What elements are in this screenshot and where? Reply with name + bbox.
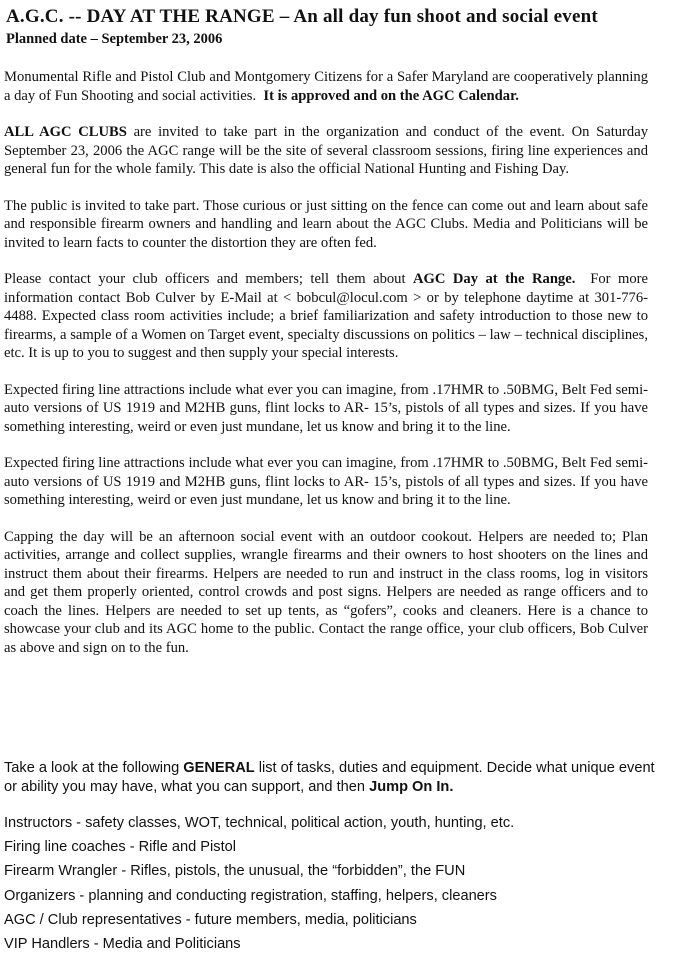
paragraph-social-event: Capping the day will be an afternoon social event with an outdoor cookout. Helpers are needed to; Plan activities, arrange and collect supplies, wrangle firearms and their owners to host shooters on the lines and instruct them about their firearms. Helpers are needed to run and instruct in the class rooms, log in visitors and get them properly oriented, control crowds and post signs. Helpers are needed as range officers and to coach the lines. Helpers are needed to set up tents, as “gofers”, cooks and cleaners. Here is a chance to showcase your club and its AGC home to the public. Contact the range office, your club officers, Bob Culver as above and sign on to the fun. [4,528,648,656]
planned-date: Planned date – September 23, 2006 [6,31,223,47]
task-list [4,814,664,959]
day-at-range-text: AGC Day at the Range. [413,271,576,287]
paragraph-intro [4,68,648,105]
tasks-section [4,759,664,959]
tasks-intro-text-middle: list of tasks, duties and equipment. Decide what unique event or ability you may have, what you can support, and then [4,760,655,795]
paragraph-public: The public is invited to take part. Those curious or just sitting on the fence can come out and learn about safe and responsible firearm owners and handling and learn about the AGC Clubs. Media and Politicians will be invited to learn facts to counter the distortion they are often fed. [4,197,648,251]
paragraph-contact-text-before: Please contact your club officers and members; tell them about [4,271,406,287]
jump-on-in-text [369,779,453,795]
tasks-intro-text-before: Take a look at the following [4,760,180,776]
document-title: A.G.C. -- DAY AT THE RANGE – An all day fun shoot and social event [6,6,598,27]
document-body [4,68,648,657]
paragraph-intro-text: Monumental Rifle and Pistol Club and Montgomery Citizens for a Safer Maryland are cooperatively planning a day of Fun Shooting and social activities. [4,69,648,104]
paragraph-clubs-text: are invited to take part in the organization and conduct of the event. On Saturday September 23, 2006 the AGC range will be the site of several classroom sessions, firing line experiences and general fun for the whole family. This date is also the official National Hunting and Fishing Day. [4,124,648,177]
paragraph-firing-line-1: Expected firing line attractions include what ever you can imagine, from .17HMR to .50BMG, Belt Fed semi-auto versions of US 1919 and M2HB guns, flint locks to AR- 15’s, pistols of all types and sizes. If you have something interesting, weird or even just mundane, let us know and bring it to the line. [4,381,648,435]
list-item: VIP Handlers - Media and Politicians [4,935,241,952]
calendar-approval-text: It is approved and on the AGC Calendar. [263,87,519,104]
list-item: AGC / Club representatives - future members, media, politicians [4,911,417,928]
list-item: Instructors - safety classes, WOT, technical, political action, youth, hunting, etc. [4,815,515,831]
paragraph-clubs [4,123,648,179]
tasks-intro [4,759,664,797]
paragraph-contact [4,270,648,363]
jump-on-in-period: . [449,779,454,795]
all-clubs-text: ALL AGC CLUBS [4,124,127,140]
list-item: Firing line coaches - Rifle and Pistol [4,839,236,856]
general-text: GENERAL [183,760,255,776]
jump-on-in-label: Jump On In [369,779,450,795]
paragraph-firing-line-2: Expected firing line attractions include what ever you can imagine, from .17HMR to .50BMG, Belt Fed semi-auto versions of US 1919 and M2HB guns, flint locks to AR- 15’s, pistols of all types and sizes. If you have something interesting, weird or even just mundane, let us know and bring it to the line. [4,455,648,508]
list-item: Organizers - planning and conducting registration, staffing, helpers, cleaners [4,887,497,904]
paragraph-contact-text-after: For more information contact Bob Culver by E-Mail at < bobcul@locul.com > or by telephone daytime at 301-776-4488. Expected class room activities include; a brief familiarization and safety introduction to those new to firearms, a sample of a Women on Target event, specialty discussions on politics – law – technical disciplines, etc. It is up to you to suggest and then supply your special interests. [4,271,648,361]
list-item: Firearm Wrangler - Rifles, pistols, the unusual, the “forbidden”, the FUN [4,863,466,880]
